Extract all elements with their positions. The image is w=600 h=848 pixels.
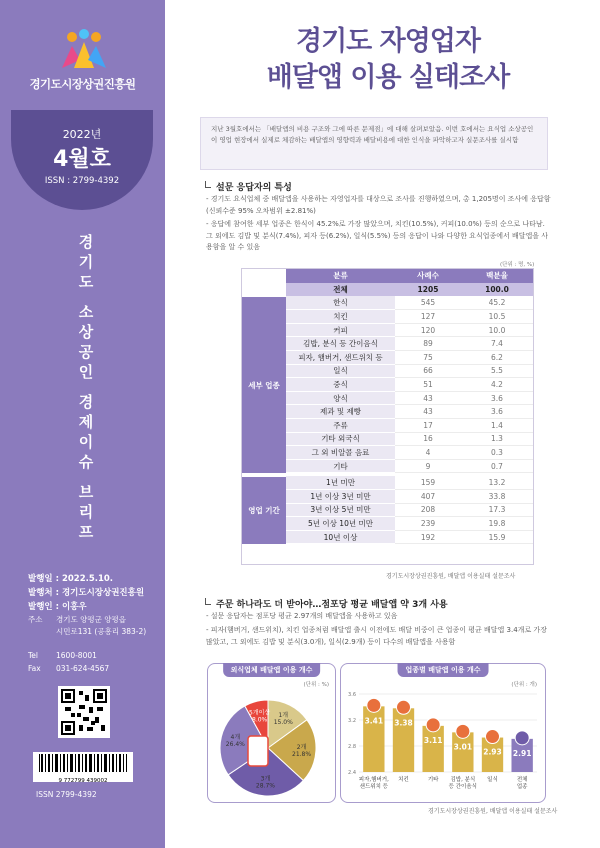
- group-label-period: 영업 기간: [242, 476, 286, 544]
- table-cell-pct: 10.5: [461, 310, 533, 324]
- table-cell-label: 주류: [286, 419, 395, 433]
- table-row: [242, 530, 533, 544]
- table-row: [242, 459, 533, 473]
- intro-box: 지난 3월호에서는 「배달앱의 비용 구조와 그에 따른 문제점」에 대해 살펴보았음. 이번 호에서는 요식업 소상공인이 영업 현장에서 실제로 체감하는 배달앱의 영향력과 배달비용에 대한 인식을 파악하고자 실문조사를 실시함: [200, 117, 548, 170]
- pie-slice-value: 26.4%: [225, 741, 245, 749]
- title-line2: 배달앱 이용 실태조사: [266, 62, 510, 93]
- x-category-label: 치킨: [398, 777, 409, 783]
- col-count: 사례수: [395, 269, 461, 283]
- bar-value-label: 3.38: [394, 718, 413, 728]
- x-category-label: 기타: [427, 777, 439, 783]
- section2-heading: 주문 하나라도 더 받아야…점포당 평균 배달앱 약 3개 사용: [205, 597, 448, 610]
- issue-month: 4월호: [53, 147, 111, 172]
- barcode-icon: [33, 752, 133, 774]
- table-cell-pct: 5.5: [461, 364, 533, 378]
- table-cell-count: 407: [395, 490, 461, 504]
- bar-value-label: 2.93: [483, 747, 502, 757]
- table-row: [242, 364, 533, 378]
- x-category-label: 샌드위치 등: [359, 784, 388, 790]
- pie-chart: [208, 686, 334, 802]
- col-percent: 백분율: [461, 269, 533, 283]
- table-cell-label: 5년 이상 10년 미만: [286, 517, 395, 531]
- pie-slice-label: 4개: [230, 734, 241, 742]
- table-row: [242, 378, 533, 392]
- table-row: [242, 419, 533, 433]
- bar-chart-title: 업종별 배달앱 이용 개수: [398, 663, 489, 677]
- title-line1: 경기도 자영업자: [296, 26, 480, 57]
- bar-chart-box: [340, 663, 546, 803]
- vertical-title: 경 기 도 소 상 공 인 경 제 이 슈 브 리 프: [78, 233, 94, 541]
- table-row: [242, 310, 533, 324]
- table-cell-pct: 15.9: [461, 530, 533, 544]
- table-cell-pct: 4.2: [461, 378, 533, 392]
- phone-icon: [248, 736, 268, 766]
- table-cell-label: 1년 미만: [286, 476, 395, 490]
- x-category-label: 김밥, 분식: [450, 777, 476, 783]
- table-cell-count: 239: [395, 517, 461, 531]
- pie-slice-value: 21.8%: [292, 750, 312, 758]
- pie-slice-value: 28.7%: [255, 782, 275, 790]
- x-category-label: 피자,햄버거,: [358, 777, 389, 783]
- barcode: [33, 752, 133, 782]
- table-cell-count: 9: [395, 459, 461, 473]
- table-cell-label: 3년 이상 5년 미만: [286, 503, 395, 517]
- pie-slice-value: 8.0%: [252, 716, 268, 724]
- issn-top: ISSN : 2799-4392: [44, 176, 120, 186]
- table-cell-count: 16: [395, 432, 461, 446]
- address-line2: 시민로131 (공흥리 383-2): [56, 627, 147, 636]
- table-cell-count: 17: [395, 419, 461, 433]
- table-row: [242, 337, 533, 351]
- fax-label: Fax: [28, 664, 41, 673]
- tel-number: 1600-8001: [56, 651, 97, 660]
- table-header-row: [242, 269, 533, 283]
- issuer: 발행인 : 이홍우: [28, 602, 87, 612]
- y-tick-label: 2.4: [348, 770, 356, 776]
- table-cell-count: 545: [395, 296, 461, 310]
- table-row: [242, 517, 533, 531]
- table-row: [242, 296, 533, 310]
- table-cell-count: 159: [395, 476, 461, 490]
- table-row-total: 전체 1205 100.0: [242, 283, 533, 297]
- table-cell-label: 치킨: [286, 310, 395, 324]
- section2-bullet1: - 설문 응답자는 점포당 평균 2.97개의 배달앱을 사용하고 있음: [206, 612, 398, 620]
- contact: [28, 649, 109, 675]
- pie-chart-title: 외식업체 배달앱 이용 개수: [223, 663, 321, 677]
- table-source: 경기도시장상권진흥원, 배달앱 이용실태 설문조사: [386, 573, 516, 580]
- pie-slice-value: 15.0%: [273, 719, 293, 727]
- pie-chart-unit: (단위 : %): [303, 682, 329, 688]
- x-category-label: 업종: [516, 784, 528, 790]
- table-row: [242, 446, 533, 460]
- issue-badge: [11, 110, 153, 210]
- table-cell-label: 그 외 비알콜 음료: [286, 446, 395, 460]
- table-row: [242, 323, 533, 337]
- food-icon: [367, 698, 381, 712]
- tel-label: Tel: [28, 651, 39, 660]
- sidebar: [0, 0, 165, 848]
- table-unit: (단위 : 명, %): [500, 262, 535, 268]
- food-icon: [426, 718, 440, 732]
- food-icon: [397, 700, 411, 714]
- bar-chart-unit: (단위 : 개): [511, 682, 537, 688]
- address-line1: 경기도 양평군 양평읍: [56, 615, 126, 624]
- bar-value-label: 3.11: [423, 735, 443, 745]
- x-category-label: 일식: [487, 777, 498, 783]
- y-tick-label: 3.2: [348, 718, 356, 724]
- table-cell-pct: 10.0: [461, 323, 533, 337]
- table-cell-label: 피자, 햄버거, 샌드위치 등: [286, 351, 395, 365]
- table-cell-pct: 1.4: [461, 419, 533, 433]
- fax-number: 031-624-4567: [56, 664, 110, 673]
- section2-bullet2: - 피자(햄버거, 샌드위치), 치킨 업종처럼 배달앱 출시 이전에도 배달 비중이 큰 업종이 평균 배달앱 3.4개로 가장 많았고, 그 외에도 김밥 및 분식(3.0개), 일식(2.9개) 등이 다수의 배달앱을 사용함: [206, 626, 547, 646]
- issue-year: 2022년: [62, 128, 102, 141]
- table-cell-count: 43: [395, 405, 461, 419]
- table-cell-label: 김밥, 분식 등 간이음식: [286, 337, 395, 351]
- x-category-label: 전체: [516, 777, 528, 783]
- table-cell-pct: 45.2: [461, 296, 533, 310]
- y-tick-label: 3.6: [348, 692, 356, 698]
- table-cell-count: 66: [395, 364, 461, 378]
- chart-source: 경기도시장상권진흥원, 배달앱 이용실태 설문조사: [428, 808, 558, 815]
- table-cell-pct: 3.6: [461, 405, 533, 419]
- publish-date: 발행일 : 2022.5.10.: [28, 574, 114, 584]
- pie-slice-label: 2개: [296, 743, 307, 751]
- table-cell-label: 커피: [286, 323, 395, 337]
- table-cell-label: 제과 및 제빵: [286, 405, 395, 419]
- bar-chart: [341, 686, 544, 802]
- bar: [422, 726, 443, 772]
- section1-bullet1: - 경기도 요식업체 중 배달앱을 사용하는 자영업자를 대상으로 조사를 진행하였으며, 총 1,205명이 조사에 응답함 (신뢰수준 95% 오차범위 ±2.81%): [206, 195, 551, 215]
- qr-code-icon[interactable]: [58, 686, 110, 738]
- table-cell-count: 208: [395, 503, 461, 517]
- food-icon: [515, 731, 529, 745]
- address: [28, 614, 146, 638]
- table-cell-count: 75: [395, 351, 461, 365]
- table-row: [242, 432, 533, 446]
- table-cell-label: 기타: [286, 459, 395, 473]
- table-cell-label: 기타 외국식: [286, 432, 395, 446]
- table-row: [242, 503, 533, 517]
- table-cell-count: 51: [395, 378, 461, 392]
- table-cell-count: 4: [395, 446, 461, 460]
- table-cell-pct: 3.6: [461, 391, 533, 405]
- table-cell-pct: 19.8: [461, 517, 533, 531]
- x-category-label: 등 간이음식: [448, 784, 477, 790]
- bar-value-label: 3.41: [364, 716, 384, 726]
- section1-bullet2: - 응답에 참여한 세부 업종은 한식이 45.2%로 가장 많았으며, 치킨(10.5%), 커피(10.0%) 등의 순으로 나타남. 그 외에도 김밥 및 분식(7.4%), 피자 등(6.2%), 일식(5.5%) 등의 응답이 나와 다양한 요식업종에서 배달앱을 사용함을 알 수 있음: [206, 220, 549, 251]
- table-cell-pct: 13.2: [461, 476, 533, 490]
- food-icon: [456, 724, 470, 738]
- bar-value-label: 2.91: [512, 748, 532, 758]
- table-cell-pct: 0.3: [461, 446, 533, 460]
- table-row: [242, 405, 533, 419]
- pie-slice-label: 3개: [260, 775, 271, 783]
- table-row: [242, 351, 533, 365]
- y-tick-label: 2.8: [348, 744, 356, 750]
- table-cell-label: 중식: [286, 378, 395, 392]
- table-row: [242, 391, 533, 405]
- table-row: [242, 490, 533, 504]
- table-cell-label: 10년 이상: [286, 530, 395, 544]
- table-cell-count: 89: [395, 337, 461, 351]
- table-cell-pct: 6.2: [461, 351, 533, 365]
- table-cell-count: 192: [395, 530, 461, 544]
- table-cell-label: 1년 이상 3년 미만: [286, 490, 395, 504]
- publication-info: [28, 572, 144, 614]
- page-title: [183, 24, 593, 96]
- barcode-number: 9 772799 439002: [58, 778, 108, 784]
- bar-value-label: 3.01: [453, 742, 473, 752]
- table-cell-pct: 7.4: [461, 337, 533, 351]
- address-label: 주소: [28, 615, 43, 624]
- table-cell-pct: 1.3: [461, 432, 533, 446]
- table-cell-count: 127: [395, 310, 461, 324]
- table-cell-label: 일식: [286, 364, 395, 378]
- table-cell-count: 43: [395, 391, 461, 405]
- respondent-table: [241, 268, 534, 565]
- table-row: [242, 476, 533, 490]
- col-category: 분류: [286, 269, 395, 283]
- pie-chart-box: [207, 663, 336, 803]
- pie-slice-label: 1개: [278, 712, 289, 720]
- issn-bottom: ISSN 2799-4392: [36, 790, 97, 799]
- table-cell-pct: 0.7: [461, 459, 533, 473]
- org-logo-icon: [58, 28, 110, 72]
- table-cell-label: 한식: [286, 296, 395, 310]
- publisher: 발행처 : 경기도시장상권진흥원: [28, 588, 145, 598]
- table-cell-pct: 17.3: [461, 503, 533, 517]
- table-cell-pct: 33.8: [461, 490, 533, 504]
- group-label-industry: 세부 업종: [242, 296, 286, 473]
- org-name: 경기도시장상권진흥원: [29, 77, 136, 91]
- food-icon: [486, 730, 500, 744]
- pie-slice-label: 5개이상: [249, 709, 271, 717]
- table-cell-label: 양식: [286, 391, 395, 405]
- table-cell-count: 120: [395, 323, 461, 337]
- section1-heading: 설문 응답자의 특성: [205, 180, 292, 193]
